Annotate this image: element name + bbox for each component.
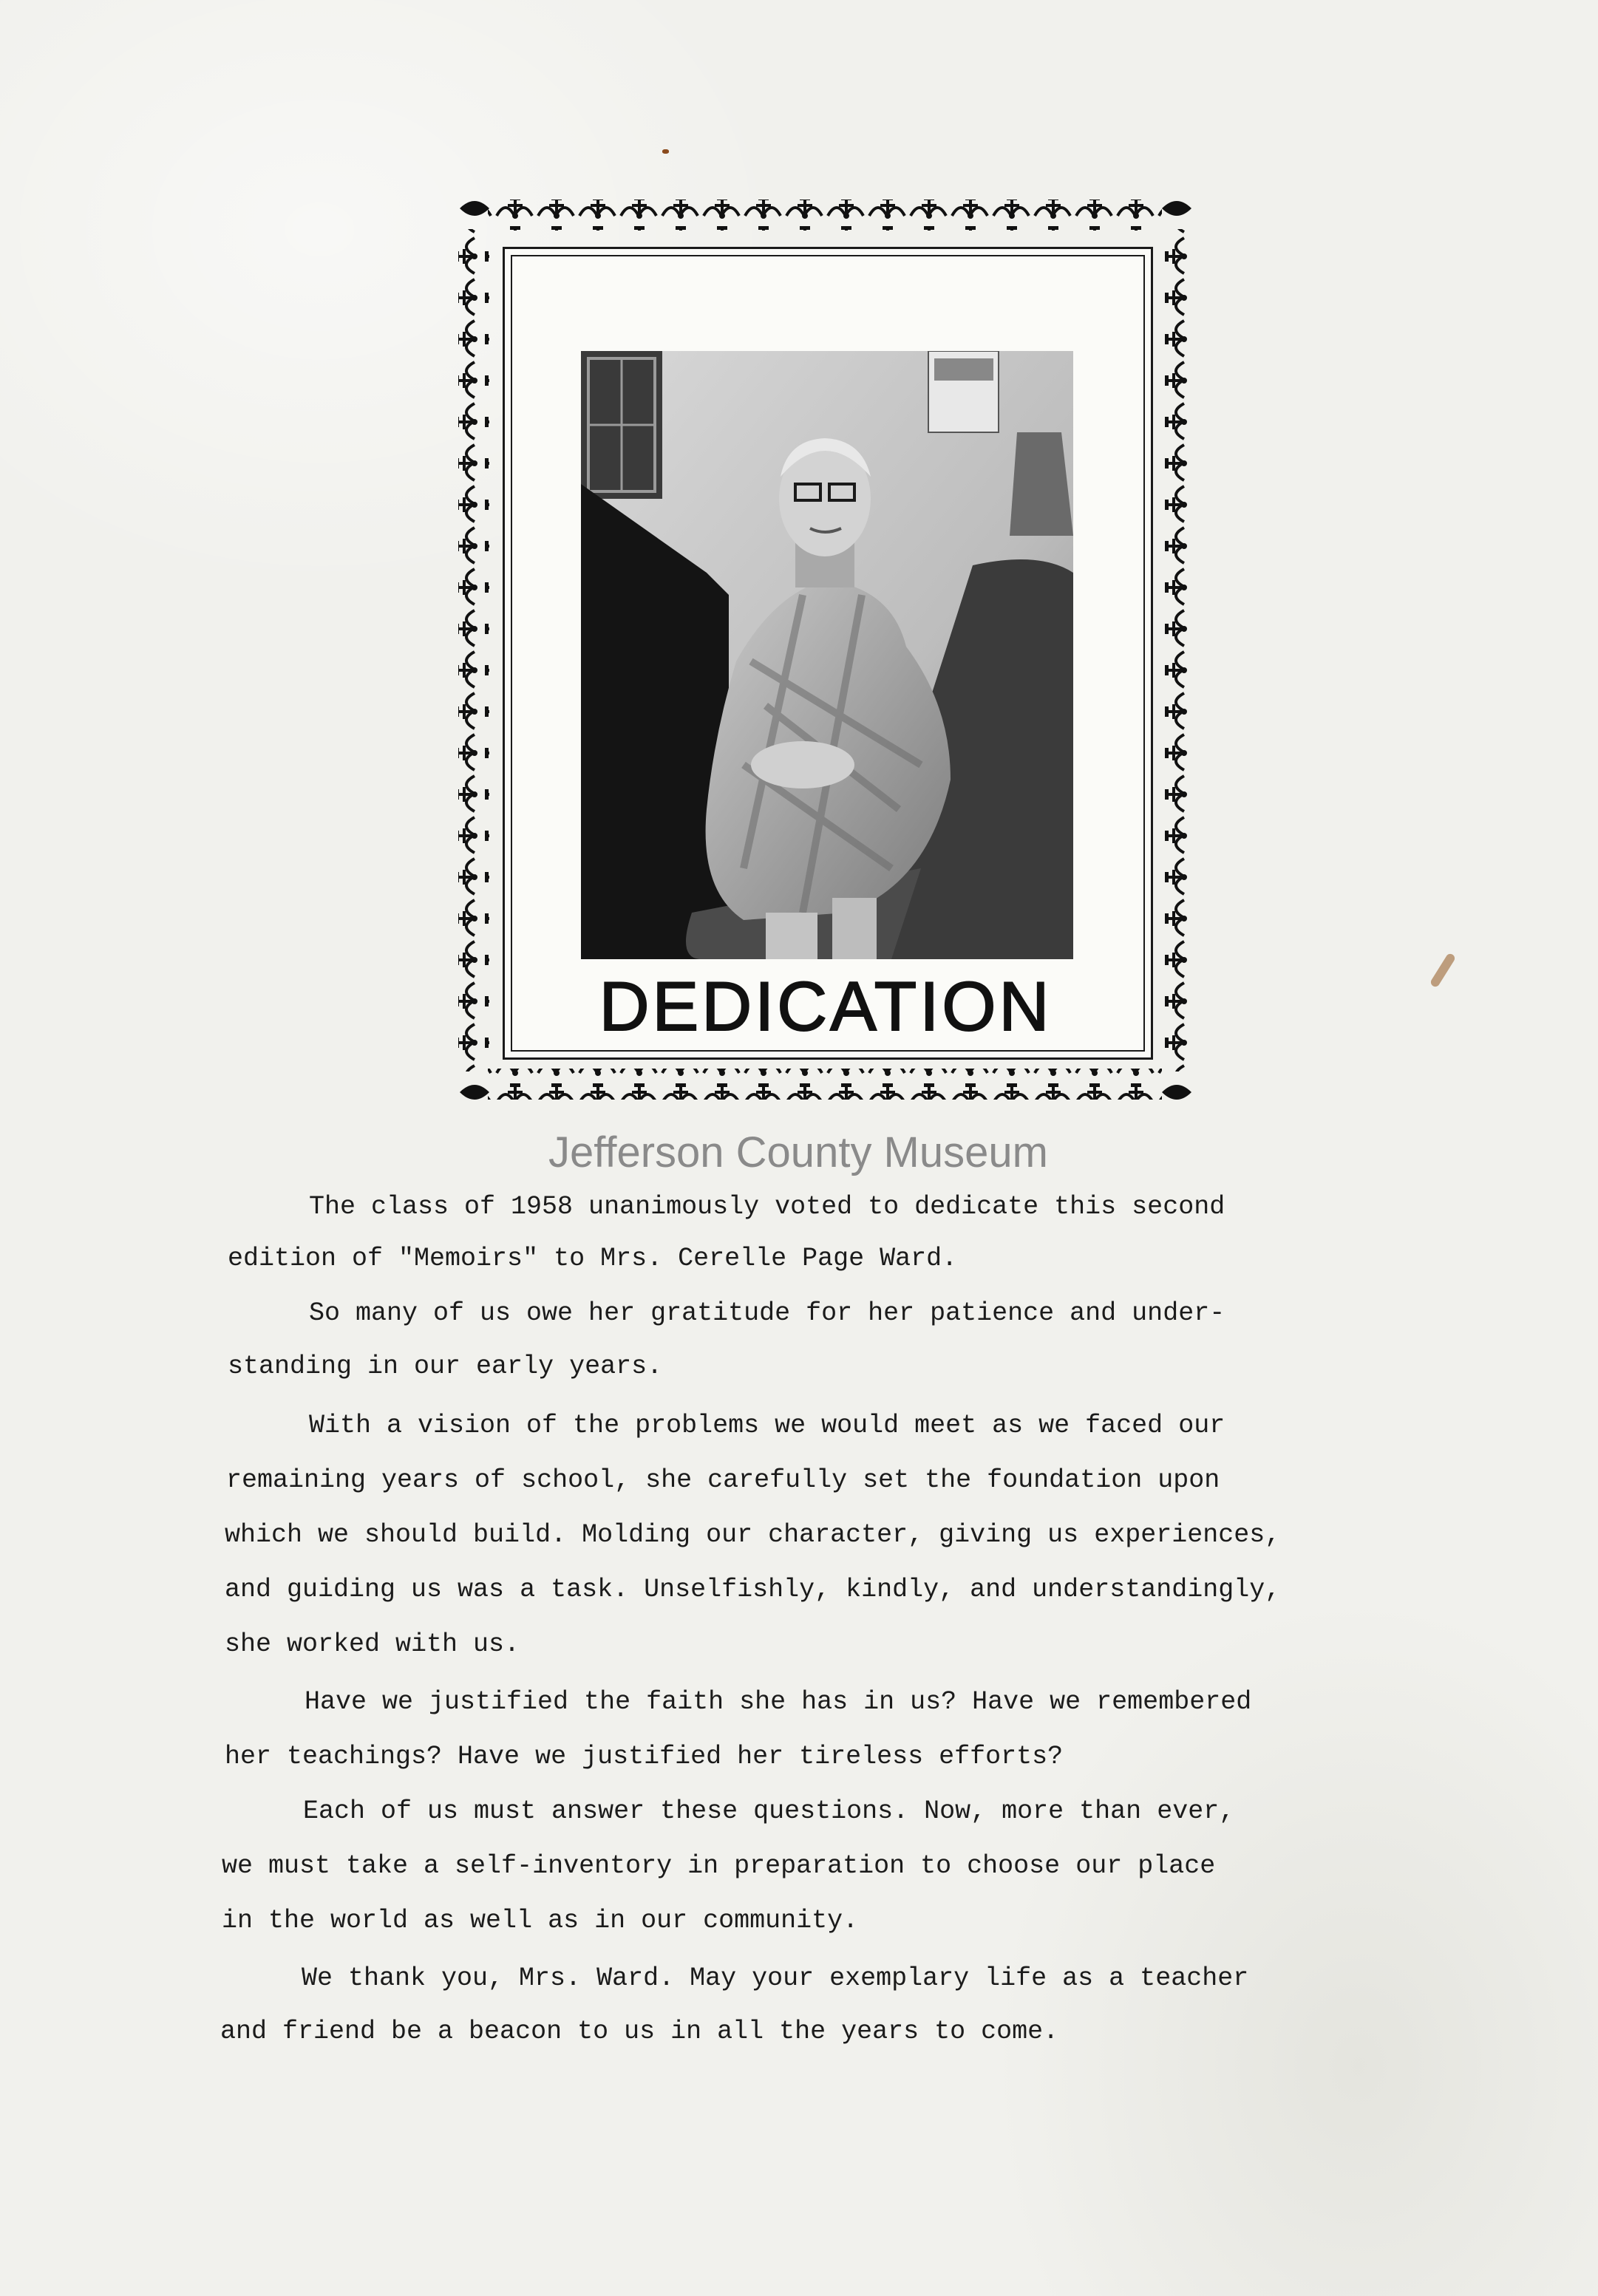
pencil-mark: [1429, 953, 1457, 989]
body-line: With a vision of the problems we would meet as we faced our: [309, 1411, 1225, 1440]
body-line: Have we justified the faith she has in us? Have we remembered: [305, 1687, 1252, 1717]
body-line: we must take a self-inventory in preparation to choose our place: [222, 1851, 1216, 1881]
page-title: DEDICATION: [599, 967, 1053, 1045]
body-line: in the world as well as in our community.: [222, 1906, 859, 1935]
body-line: remaining years of school, she carefully set the foundation upon: [226, 1465, 1220, 1495]
body-line: We thank you, Mrs. Ward. May your exemplary life as a teacher: [302, 1963, 1249, 1993]
body-line: she worked with us.: [225, 1629, 520, 1659]
portrait-photo-icon: [581, 351, 1073, 959]
body-line: So many of us owe her gratitude for her patience and under-: [309, 1298, 1225, 1328]
ink-smudge: [662, 149, 669, 154]
body-line: and friend be a beacon to us in all the years to come.: [220, 2017, 1059, 2046]
body-line: and guiding us was a task. Unselfishly, kindly, and understandingly,: [225, 1575, 1281, 1604]
body-line: edition of "Memoirs" to Mrs. Cerelle Page Ward.: [228, 1244, 958, 1273]
body-line: which we should build. Molding our character, giving us experiences,: [225, 1520, 1281, 1550]
museum-watermark: Jefferson County Museum: [548, 1128, 1048, 1176]
body-line: The class of 1958 unanimously voted to dedicate this second: [309, 1192, 1225, 1222]
body-line: Each of us must answer these questions. Now, more than ever,: [303, 1796, 1235, 1826]
body-line: her teachings? Have we justified her tireless efforts?: [225, 1742, 1064, 1771]
portrait-photo: [581, 351, 1073, 959]
body-line: standing in our early years.: [228, 1352, 663, 1381]
